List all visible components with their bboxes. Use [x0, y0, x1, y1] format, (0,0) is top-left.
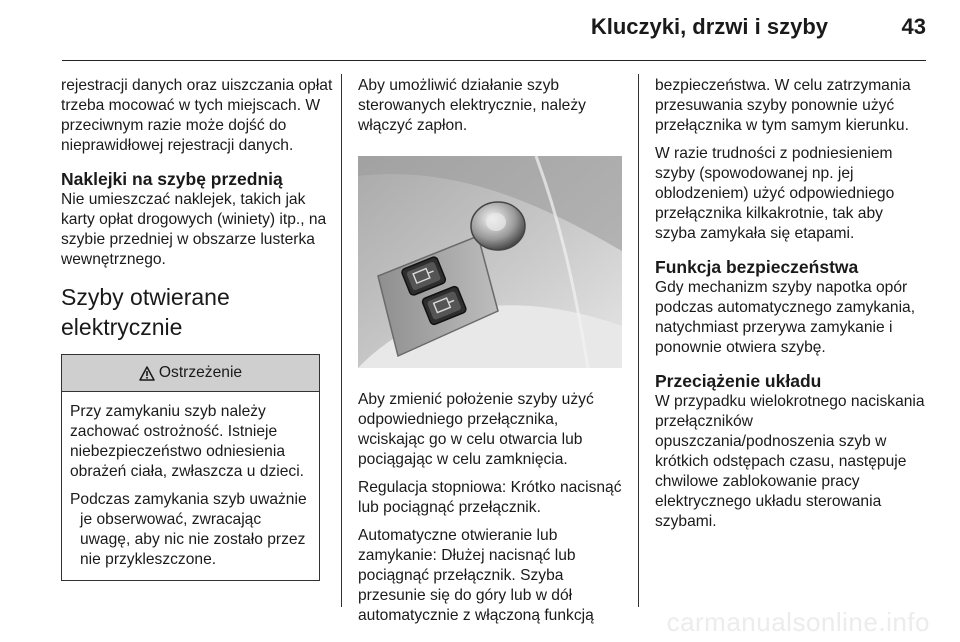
- header-title: Kluczyki, drzwi i szyby: [590, 14, 828, 39]
- warning-body: [62, 392, 319, 580]
- window-switch-photo: [358, 156, 622, 368]
- page-number: 43: [901, 14, 926, 39]
- heading-safety-function: Funkcja bezpieczeństwa: [655, 257, 859, 277]
- paragraph: Nie umieszczać naklejek, takich jak karty opłat drogowych (winiety) itp., na szybie przedniej w obszarze lusterka wewnętrznego.: [61, 191, 327, 268]
- column-divider: [341, 74, 342, 607]
- warning-paragraph: Podczas zamykania szyb uważnie je obserwować, zwracając uwagę, aby nic nie zostało przez nie przykleszczone.: [70, 491, 307, 568]
- header-rule: [62, 60, 926, 61]
- heading-system-overload: Przeciążenie układu: [655, 371, 822, 391]
- paragraph: rejestracji danych oraz uiszczania opłat trzeba mocować w tych miejscach. W przeciwnym razie może dojść do nieprawidłowej rejestracji danych.: [61, 77, 333, 154]
- column-3: [655, 76, 925, 540]
- heading-power-windows: Szyby otwierane elektrycznie: [61, 284, 230, 340]
- paragraph: W razie trudności z podniesieniem szyby (spowodowanej np. jej oblodzeniem) użyć odpowiedniego przełącznika kilkakrotnie, tak aby szyba zamykała się etapami.: [655, 145, 895, 242]
- column-1: [61, 76, 336, 581]
- warning-triangle-icon: [139, 366, 155, 381]
- column-2: [358, 76, 628, 634]
- paragraph: Regulacja stopniowa: Krótko nacisnąć lub pociągnąć przełącznik.: [358, 479, 622, 516]
- watermark: carmanualsonline.info: [666, 607, 930, 637]
- paragraph: Automatyczne otwieranie lub zamykanie: Dłużej nacisnąć lub pociągnąć przełącznik. Szyba przesunie się do góry lub w dół automatycznie z włączoną funkcją: [358, 527, 594, 624]
- paragraph: bezpieczeństwa. W celu zatrzymania przesuwania szyby ponownie użyć przełącznika w tym samym kierunku.: [655, 77, 911, 134]
- warning-title: Ostrzeżenie: [158, 364, 243, 381]
- paragraph: Aby umożliwić działanie szyb sterowanych elektrycznie, należy włączyć zapłon.: [358, 77, 586, 134]
- column-divider: [638, 74, 639, 607]
- paragraph: Aby zmienić położenie szyby użyć odpowiedniego przełącznika, wciskając go w celu otwarcia lub pociągając w celu zamknięcia.: [358, 391, 594, 468]
- heading-windshield-stickers: Naklejki na szybę przednią: [61, 169, 283, 189]
- paragraph: Gdy mechanizm szyby napotka opór podczas automatycznego zamykania, natychmiast przerywa zamykanie i ponownie otwiera szybę.: [655, 279, 916, 356]
- warning-header: [62, 355, 319, 392]
- paragraph: W przypadku wielokrotnego naciskania przełączników opuszczania/podnoszenia szyb w krótkich odstępach czasu, następuje chwilowe zablokowanie pracy elektrycznego układu sterowania szybami.: [655, 393, 925, 530]
- warning-box: [61, 354, 320, 581]
- warning-paragraph: Przy zamykaniu szyb należy zachować ostrożność. Istnieje niebezpieczeństwo odniesienia obrażeń ciała, zwłaszcza u dzieci.: [70, 403, 305, 480]
